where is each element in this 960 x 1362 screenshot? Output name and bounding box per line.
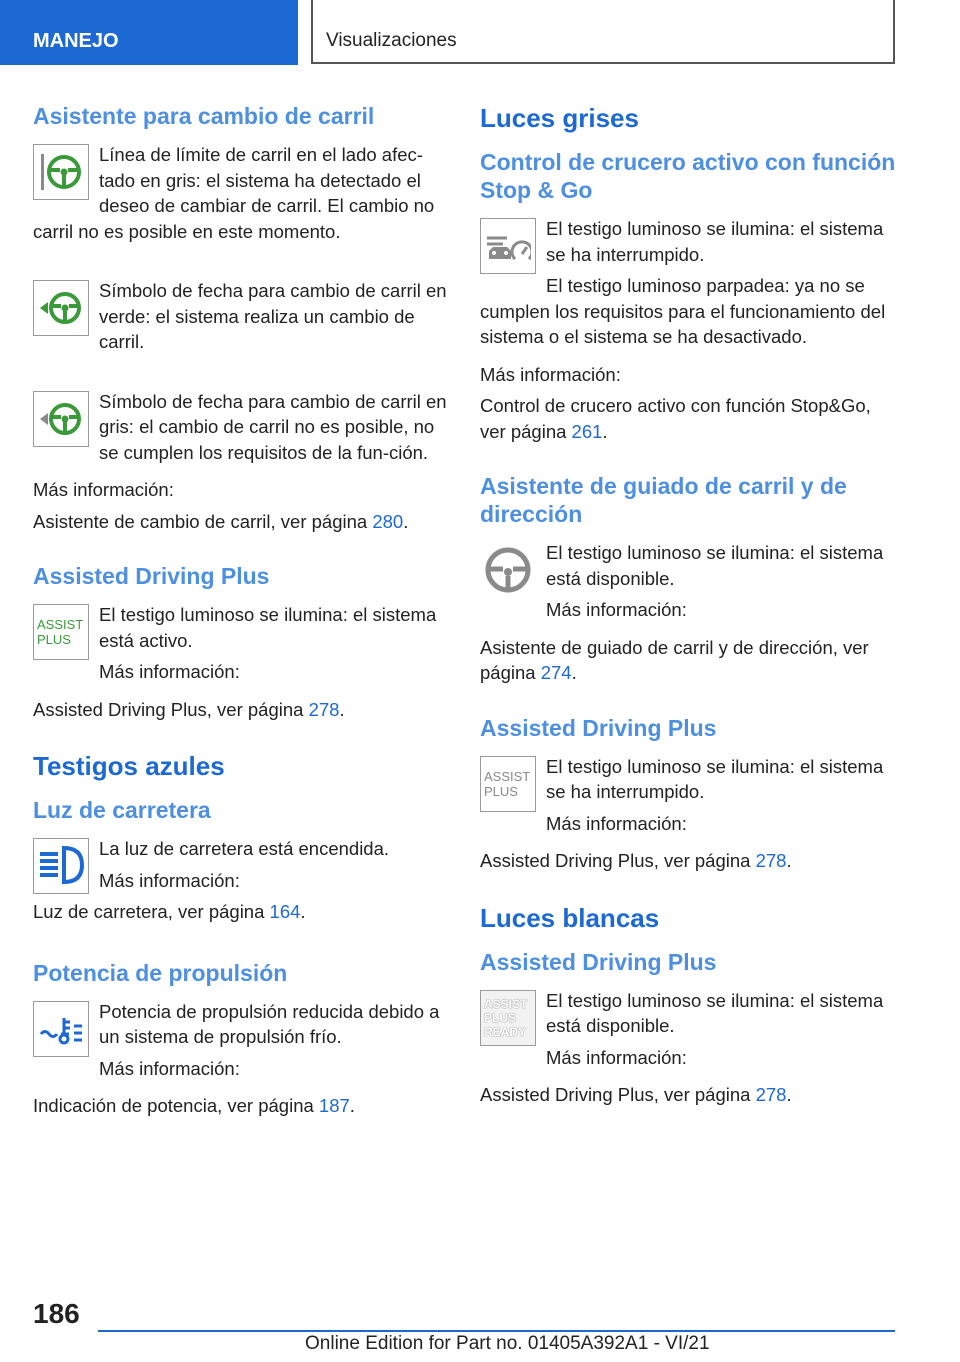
cruise-control-text-2: El testigo luminoso parpadea: ya no se cumplen los requisitos para el funcionamiento del sistema o el sistema se ha desactivado. <box>480 275 886 347</box>
assisted-plus-more-1: Más información: <box>99 661 240 682</box>
steering-wheel-icon <box>480 542 536 598</box>
assisted-plus-more-2: Más información: <box>546 812 687 834</box>
left-column <box>33 102 449 1125</box>
white-lights-heading: Luces blancas <box>480 902 660 933</box>
steering-assist-heading: Asistente de guiado de carril y de dirección <box>480 473 847 527</box>
assisted-plus-entry-3 <box>480 988 896 1077</box>
high-beam-heading: Luz de carretera <box>33 797 211 823</box>
lane-change-grey-arrow-icon <box>33 391 89 447</box>
lane-change-entry-2 <box>33 278 449 361</box>
power-heading: Potencia de propulsión <box>33 959 288 986</box>
section-tab <box>0 0 298 65</box>
steering-assist-text: El testigo luminoso se ilumina: el sistema está disponible. <box>546 542 884 589</box>
assisted-plus-entry-1 <box>33 602 449 691</box>
lane-change-grey-line-icon <box>33 144 89 200</box>
high-beam-text: La luz de carretera está encendida. <box>99 838 390 859</box>
lane-change-entry-3 <box>33 389 449 472</box>
page-link-164[interactable]: 164 <box>269 901 301 922</box>
assisted-plus-reference-2: Assisted Driving Plus, ver página 278. <box>480 850 792 871</box>
assisted-plus-text-3: El testigo luminoso se ilumina: el sistema está disponible. <box>546 989 884 1036</box>
lane-change-green-arrow-icon <box>33 280 89 336</box>
assisted-plus-more-3: Más información: <box>546 1046 687 1068</box>
page-link-261[interactable]: 261 <box>571 420 603 442</box>
page-link-278-b[interactable]: 278 <box>755 850 787 871</box>
footer-divider <box>98 1330 895 1332</box>
cruise-control-heading: Control de crucero activo con función Stop & Go <box>480 149 896 203</box>
page-link-274[interactable]: 274 <box>540 662 572 683</box>
cruise-control-entry <box>480 216 896 356</box>
grey-lights-heading: Luces grises <box>480 103 639 133</box>
assisted-plus-heading-3: Assisted Driving Plus <box>480 948 717 975</box>
lane-change-reference: Asistente de cambio de carril, ver página 280. <box>33 510 409 532</box>
steering-assist-more: Más información: <box>546 599 687 620</box>
high-beam-more: Más información: <box>99 869 240 891</box>
cruise-control-text-1: El testigo luminoso se ilumina: el sistema se ha interrumpido. <box>546 218 884 265</box>
lane-change-heading: Asistente para cambio de carril <box>33 103 375 129</box>
lane-change-text-2: Símbolo de fecha para cambio de carril en verde: el sistema realiza un cambio de carril. <box>99 280 447 352</box>
section-title: MANEJO <box>33 30 119 52</box>
page-link-187[interactable]: 187 <box>318 1095 350 1116</box>
assisted-plus-text-1: El testigo luminoso se ilumina: el sistema está activo. <box>99 604 437 651</box>
assisted-plus-reference-3: Assisted Driving Plus, ver página 278. <box>480 1084 792 1105</box>
steering-assist-reference: Asistente de guiado de carril y de dirección, ver página 274. <box>480 636 869 683</box>
chapter-tab <box>311 0 895 64</box>
assisted-plus-entry-2 <box>480 754 896 843</box>
lane-change-text-1: Línea de límite de carril en el lado afec-tado en gris: el sistema ha detectado el deseo de cambiar de carril. El cambio no carril no es posible en este momento. <box>33 144 435 242</box>
high-beam-reference: Luz de carretera, ver página 164. <box>33 901 306 922</box>
blue-lights-heading: Testigos azules <box>33 751 225 781</box>
assisted-plus-heading-1: Assisted Driving Plus <box>33 563 270 589</box>
page-link-278-c[interactable]: 278 <box>755 1084 787 1105</box>
lane-change-text-3: Símbolo de fecha para cambio de carril en gris: el cambio de carril no es posible, no se cumplen los requisitos de la fun-ción. <box>99 390 447 463</box>
assisted-plus-text-2: El testigo luminoso se ilumina: el sistema se ha interrumpido. <box>546 755 884 802</box>
assisted-plus-reference-1: Assisted Driving Plus, ver página 278. <box>33 698 345 720</box>
lane-change-more: Más información: <box>33 479 174 500</box>
power-more: Más información: <box>99 1057 240 1079</box>
chapter-title: Visualizaciones <box>326 30 457 51</box>
assist-plus-ready-icon: ASSIST PLUS READY <box>480 990 536 1046</box>
right-column <box>480 102 896 1114</box>
steering-assist-entry <box>480 540 896 629</box>
high-beam-icon <box>33 838 89 894</box>
assist-plus-green-icon: ASSIST PLUS <box>33 604 89 660</box>
page-link-280[interactable]: 280 <box>372 510 404 532</box>
page-link-278[interactable]: 278 <box>308 698 340 720</box>
cruise-control-icon <box>480 218 536 274</box>
power-entry <box>33 999 449 1088</box>
power-text: Potencia de propulsión reducida debido a un sistema de propulsión frío. <box>99 1000 440 1047</box>
page-number: 186 <box>33 1298 80 1329</box>
assist-plus-grey-icon: ASSIST PLUS <box>480 756 536 812</box>
cold-powertrain-icon <box>33 1001 89 1057</box>
cruise-control-reference: Control de crucero activo con función Stop&Go, ver página 261. <box>480 395 871 442</box>
power-reference: Indicación de potencia, ver página 187. <box>33 1095 355 1116</box>
assisted-plus-heading-2: Assisted Driving Plus <box>480 714 717 741</box>
cruise-control-more: Más información: <box>480 363 621 385</box>
lane-change-entry-1 <box>33 142 449 250</box>
high-beam-entry <box>33 836 449 931</box>
footer-edition: Online Edition for Part no. 01405A392A1 - VI/21 <box>305 1333 710 1354</box>
